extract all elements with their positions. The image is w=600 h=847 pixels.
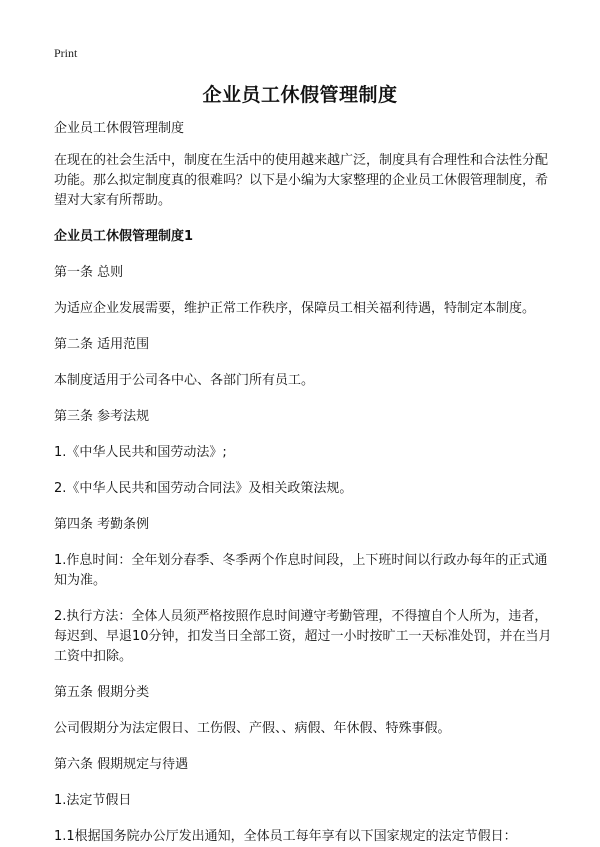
article-3-heading: 第三条 参考法规 [54,409,150,424]
article-4-item-2: 2.执行方法：全体人员须严格按照作息时间遵守考勤管理，不得擅自个人所为，违者，每迟到、早退10分钟，扣发当日全部工资，超过一小时按旷工一天标准处罚，并在当月工资中扣除。 [54,609,552,664]
article-6-heading: 第六条 假期规定与待遇 [54,757,189,772]
article-2-heading: 第二条 适用范围 [54,337,150,352]
print-label[interactable]: Print [54,46,78,60]
article-3-item-2: 2.《中华人民共和国劳动合同法》及相关政策法规。 [54,481,353,496]
article-1-text: 为适应企业发展需要，维护正常工作秩序，保障员工相关福利待遇，特制定本制度。 [54,301,536,316]
section-heading: 企业员工休假管理制度1 [54,229,194,244]
article-1-heading: 第一条 总则 [54,265,124,280]
article-6-item-1: 1.法定节假日 [54,793,132,808]
document-body [54,119,554,847]
article-5-text: 公司假期分为法定假日、工伤假、产假、、病假、年休假、特殊事假。 [54,721,451,736]
intro-paragraph: 在现在的社会生活中，制度在生活中的使用越来越广泛，制度具有合理性和合法性分配功能。那么拟定制度真的很难吗？以下是小编为大家整理的企业员工休假管理制度，希望对大家有所帮助。 [54,153,549,208]
article-5-heading: 第五条 假期分类 [54,685,150,700]
article-2-text: 本制度适用于公司各中心、各部门所有员工。 [54,373,315,388]
subtitle: 企业员工休假管理制度 [54,121,185,136]
article-4-heading: 第四条 考勤条例 [54,517,150,532]
page-title: 企业员工休假管理制度 [202,84,398,106]
article-3-item-1: 1.《中华人民共和国劳动法》; [54,445,227,460]
article-4-item-1: 1.作息时间：全年划分春季、冬季两个作息时间段，上下班时间以行政办每年的正式通知为准。 [54,553,548,588]
article-6-item-1-1: 1.1根据国务院办公厅发出通知，全体员工每年享有以下国家规定的法定节假日： [54,829,517,844]
